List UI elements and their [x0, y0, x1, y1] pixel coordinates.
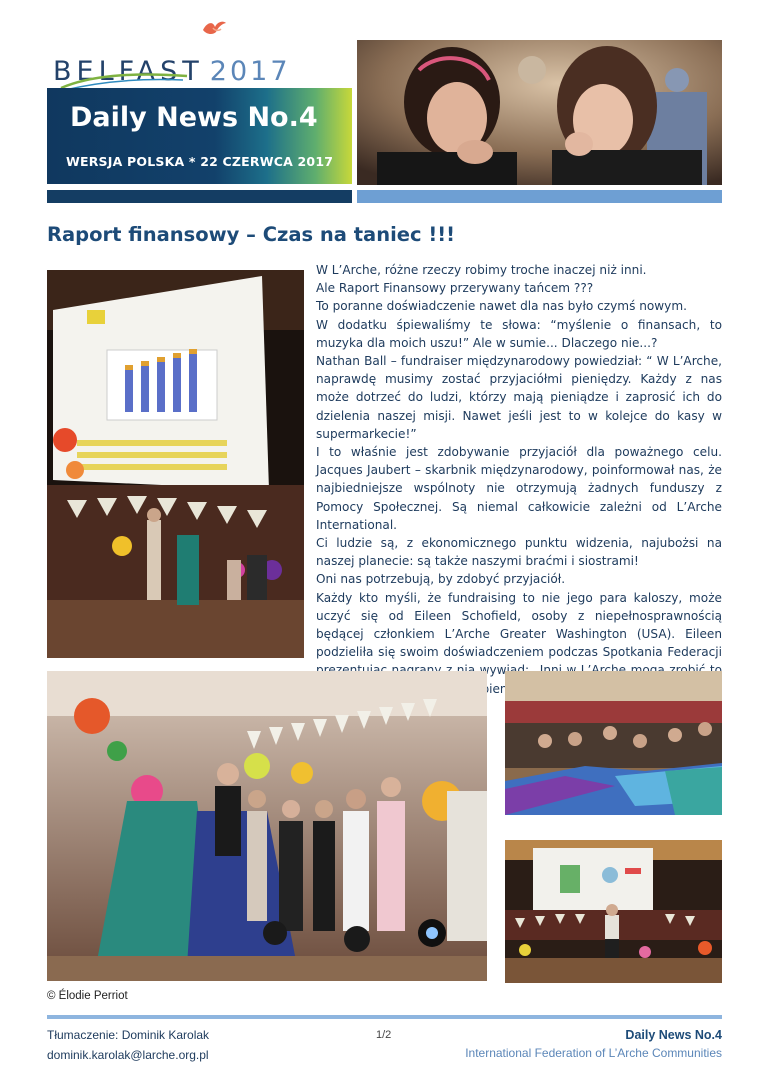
article-headline: Raport finansowy – Czas na taniec !!! [47, 223, 456, 246]
translator-name: Tłumaczenie: Dominik Karolak [47, 1028, 210, 1042]
footer-translator-block [47, 1025, 209, 1065]
belfast-2017-logo [53, 18, 353, 88]
title-banner [47, 88, 352, 184]
header-photo-illustration [357, 40, 722, 185]
newsletter-title: Daily News No.4 [70, 102, 318, 133]
photo-presentation-slide [47, 270, 304, 658]
footer-publication-block [465, 1025, 722, 1061]
header-stripe-light [357, 190, 722, 203]
page-number: 1/2 [376, 1029, 392, 1041]
photo-speaker-screen [505, 840, 722, 983]
photo-audience-fabric [505, 671, 722, 815]
footer-organization: International Federation of L’Arche Communities [465, 1046, 722, 1060]
header-stripe-dark [47, 190, 352, 203]
article-paragraph: W L’Arche, różne rzeczy robimy troche inaczej niż inni. [316, 263, 647, 277]
photo-credit: © Élodie Perriot [47, 990, 128, 1002]
article-paragraph: Ci ludzie są, z ekonomicznego punktu widzenia, najubożsi na naszej planecie: są także naszymi braćmi i siostrami! [316, 536, 722, 569]
footer-divider [47, 1015, 722, 1019]
presentation-photo-illustration [47, 270, 304, 658]
translator-email-link[interactable]: dominik.karolak@larche.org.pl [47, 1048, 209, 1062]
audience-photo-illustration [505, 671, 722, 815]
bird-icon [201, 18, 227, 38]
article-paragraph: To poranne doświadczenie nawet dla nas było czymś nowym. [316, 299, 687, 314]
article-paragraph: Nathan Ball – fundraiser międzynarodowy powiedział: “ W L’Arche, naprawdę musimy zostać przyjaciółmi pieniędzy. Każdy z nas może dotrzeć do ludzi, którzy mają pieniądze i zaprosić ich do dzielenia naszej misji. Nawet jeśli jest to w kolejce do kasy w supermarkecie!” [316, 354, 722, 441]
logo-year: 2017 [209, 56, 291, 87]
article-paragraph: Ale Raport Finansowy przerywany tańcem ??? [316, 281, 594, 296]
stage-photo-illustration [47, 671, 487, 981]
photo-stage-performers [47, 671, 487, 981]
header-photo-two-women [357, 40, 722, 185]
article-body [316, 261, 722, 716]
footer-title: Daily News No.4 [625, 1028, 722, 1042]
article-paragraph: I to właśnie jest zdobywanie przyjaciół dla poważnego celu. Jacques Jaubert – skarbnik międzynarodowy, poinformował nas, że najbiedniejsze wspólnoty nie otrzymują żadnych funduszy z Pomocy Społecznej. Są niemal całkowicie zależni od L’Arche International. [316, 445, 722, 532]
logo-word: BELFAST [53, 56, 204, 87]
article-paragraph: Oni nas potrzebują, by zdobyć przyjaciół. [316, 572, 566, 587]
speaker-photo-illustration [505, 840, 722, 983]
article-paragraph: Każdy kto myśli, że fundraising to nie jego para kaloszy, może uczyć się od Eileen Schofield, osoby z niepełnosprawnością będącej członkiem L’Arche Greater Washington (USA). Eileen podzieliła się swoim doświadczeniem podczas Spotkania Federacji [316, 590, 722, 660]
article-paragraph: W dodatku śpiewaliśmy te słowa: “myślenie o finansach, to muzyka dla moich uszu!” Ale w sumie... Dlaczego nie...? [316, 317, 722, 350]
edition-date: WERSJA POLSKA * 22 CZERWCA 2017 [66, 154, 334, 169]
